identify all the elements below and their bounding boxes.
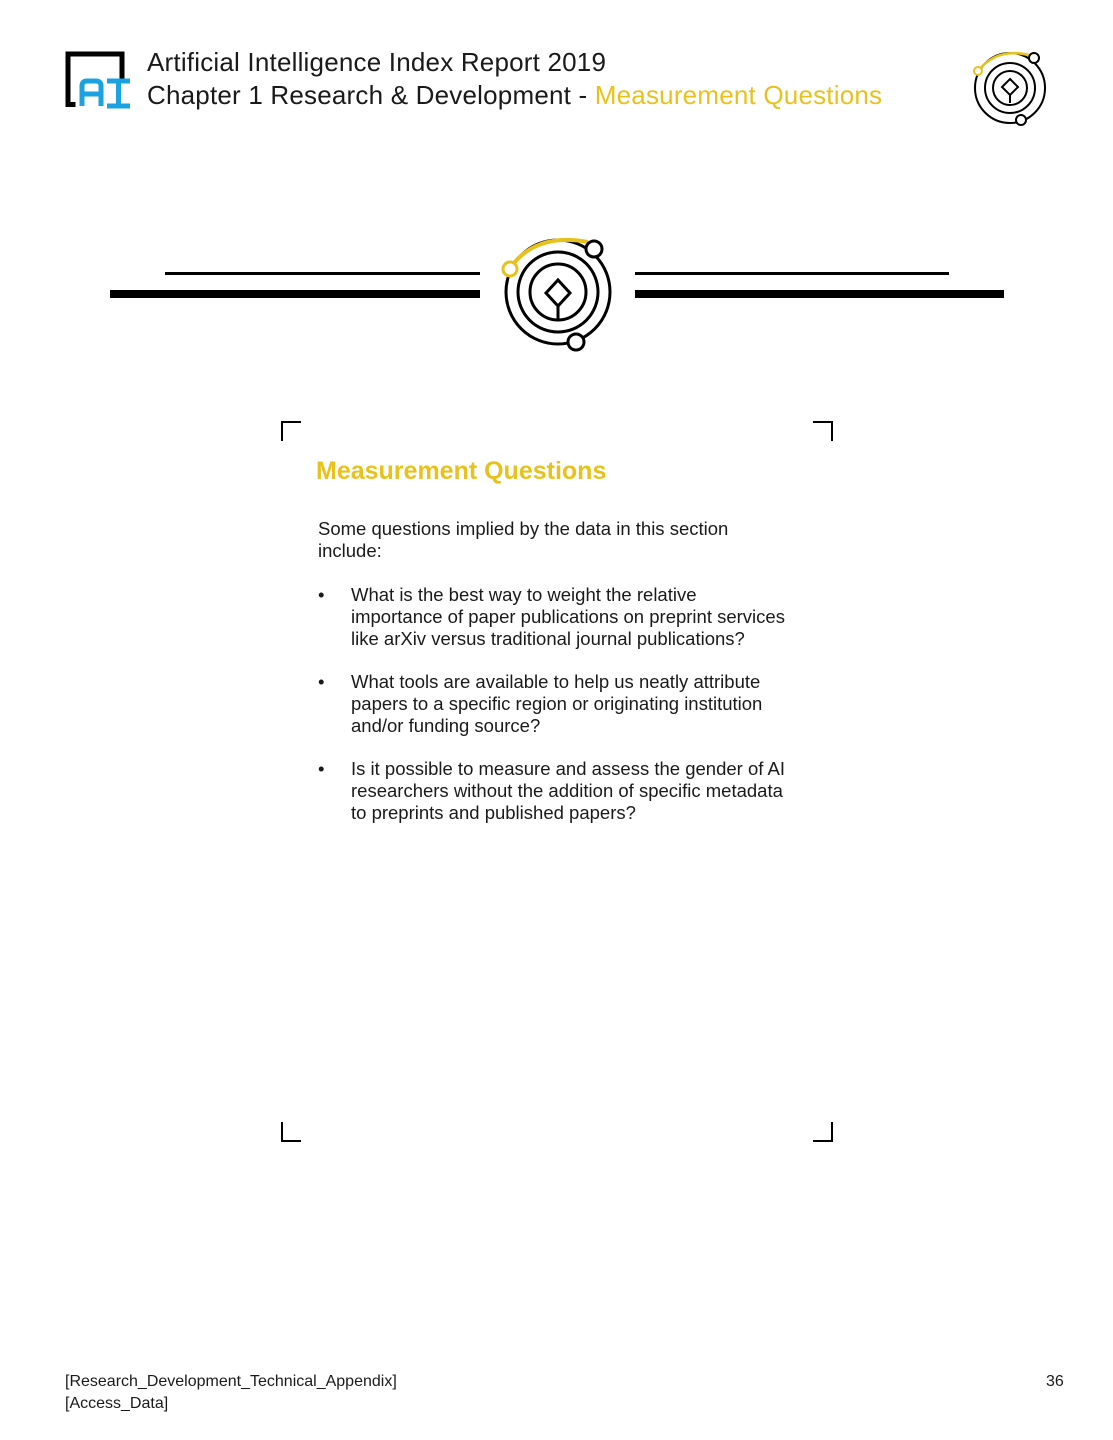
list-item — [318, 758, 788, 824]
orbit-emblem-icon — [968, 48, 1052, 128]
section-title: Measurement Questions — [316, 457, 607, 485]
list-item — [318, 671, 788, 737]
report-title: Artificial Intelligence Index Report 2019 — [147, 47, 607, 77]
frame-corner-top-left — [281, 421, 301, 441]
bullet-glyph: • — [318, 584, 325, 605]
divider-thin-left — [165, 272, 480, 275]
technical-appendix-link[interactable]: [Research_Development_Technical_Appendix] — [65, 1373, 397, 1390]
divider-thick-left — [110, 290, 480, 298]
list-item-text: What is the best way to weight the relative importance of paper publications on preprint services like arXiv versus traditional journal publications? — [351, 584, 785, 649]
header-title-block — [147, 46, 882, 112]
access-data-link[interactable]: [Access_Data] — [65, 1395, 169, 1412]
bullet-glyph: • — [318, 758, 325, 779]
list-item-text: What tools are available to help us neatly attribute papers to a specific region or originating institution and/or funding source? — [351, 671, 763, 736]
section-orbit-emblem-icon — [496, 232, 620, 356]
frame-corner-bottom-right — [813, 1122, 833, 1142]
chapter-label: Chapter 1 Research & Development - — [147, 80, 595, 110]
ai-index-logo-icon — [64, 50, 132, 110]
footer-links — [65, 1371, 397, 1415]
frame-corner-top-right — [813, 421, 833, 441]
list-item-text: Is it possible to measure and assess the gender of AI researchers without the addition of specific metadata to preprints and published papers? — [351, 758, 785, 823]
frame-corner-bottom-left — [281, 1122, 301, 1142]
chapter-title — [147, 79, 882, 112]
list-item — [318, 584, 788, 650]
intro-paragraph: Some questions implied by the data in this section include: — [318, 518, 729, 561]
question-list — [318, 584, 788, 845]
divider-thin-right — [635, 272, 949, 275]
chapter-section: Measurement Questions — [594, 80, 883, 110]
page-number: 36 — [1046, 1373, 1064, 1390]
divider-thick-right — [635, 290, 1004, 298]
bullet-glyph: • — [318, 671, 325, 692]
